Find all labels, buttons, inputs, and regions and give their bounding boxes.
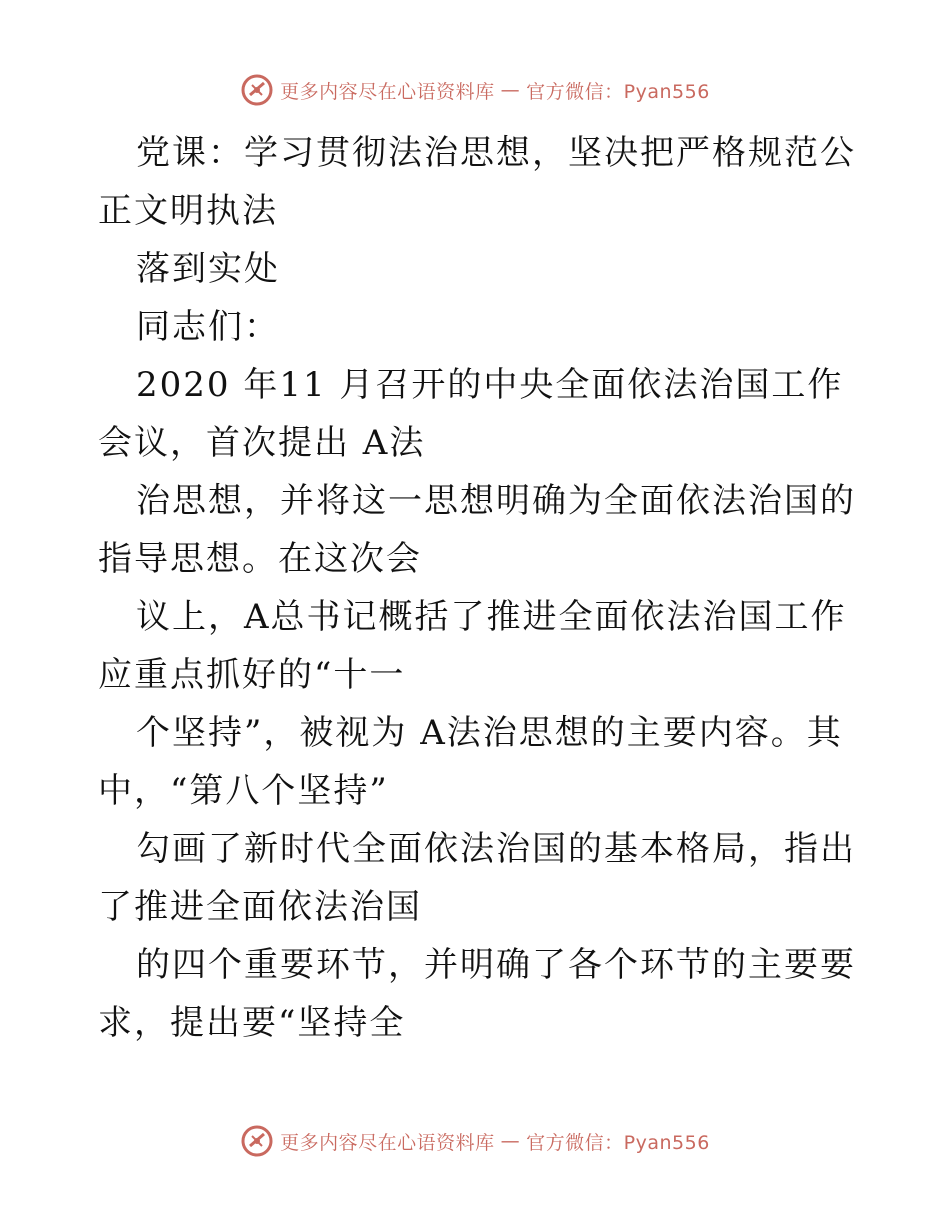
brand-logo-icon — [240, 1124, 274, 1158]
document-title-line-1: 党课：学习贯彻法治思想，坚决把严格规范公正文明执法 — [98, 133, 856, 231]
banner-text-main: 更多内容尽在心语资料库 — [280, 1131, 495, 1154]
brand-logo-icon — [240, 73, 274, 107]
footer-watermark-banner — [0, 1121, 950, 1161]
salutation: 同志们： — [136, 307, 280, 347]
document-body — [98, 124, 868, 1052]
body-paragraph: 治思想，并将这一思想明确为全面依法治国的指导思想。在这次会 — [98, 481, 856, 579]
body-paragraph: 个坚持”，被视为 A法治思想的主要内容。其中，“第八个坚持” — [98, 713, 843, 811]
body-paragraph: 2020 年11 月召开的中央全面依法治国工作会议，首次提出 A法 — [98, 365, 844, 463]
body-paragraph: 的四个重要环节，并明确了各个环节的主要要求，提出要“坚持全 — [98, 945, 856, 1043]
document-title-line-2: 落到实处 — [136, 249, 280, 289]
banner-text-tail: 官方微信：Pyan556 — [526, 1131, 710, 1154]
banner-text-main: 更多内容尽在心语资料库 — [280, 80, 495, 103]
body-paragraph: 议上，A总书记概括了推进全面依法治国工作应重点抓好的“十一 — [98, 597, 847, 695]
banner-text-dash: — — [500, 1130, 521, 1152]
body-paragraph: 勾画了新时代全面依法治国的基本格局，指出了推进全面依法治国 — [98, 829, 856, 927]
banner-text-tail: 官方微信：Pyan556 — [526, 80, 710, 103]
banner-text-dash: — — [500, 79, 521, 101]
header-watermark-banner — [0, 70, 950, 110]
